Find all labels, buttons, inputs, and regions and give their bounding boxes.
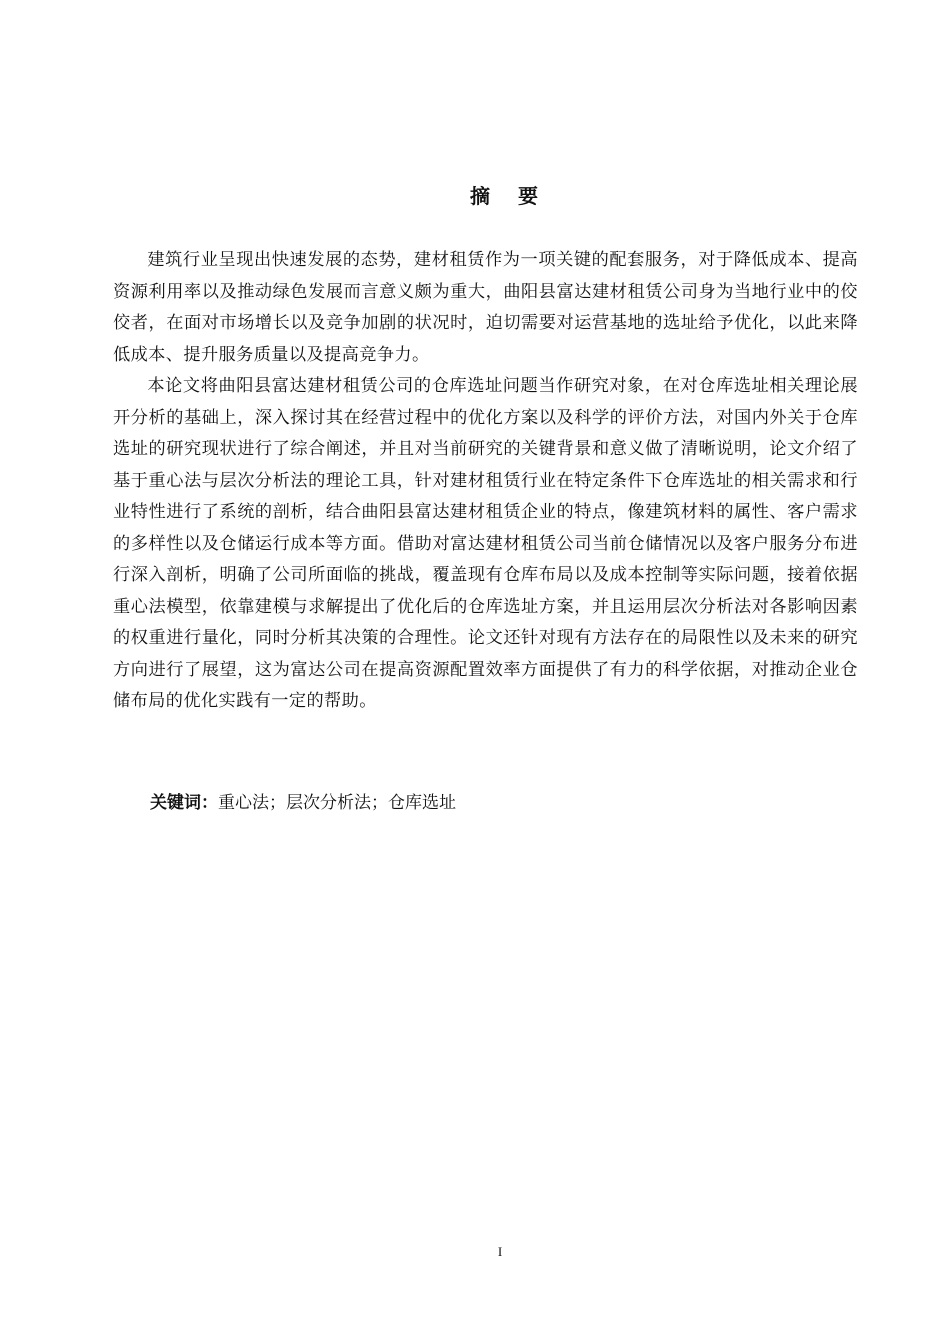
title-char-2: 要 xyxy=(518,184,540,208)
page-number: I xyxy=(497,1244,503,1259)
abstract-paragraph-1: 建筑行业呈现出快速发展的态势，建材租赁作为一项关键的配套服务，对于降低成本、提高资源利用率以及推动绿色发展而言意义颇为重大，曲阳县富达建材租赁公司身为当地行业中的佼佼者，在面对市场增长以及竞争加剧的状况时，迫切需要对运营基地的选址给予优化，以此来降低成本、提升服务质量以及提高竞争力。 xyxy=(113,250,858,365)
keywords-line xyxy=(150,790,456,816)
abstract-title xyxy=(0,180,950,209)
keywords-label: 关键词： xyxy=(150,793,218,813)
keywords-text: 重心法；层次分析法；仓库选址 xyxy=(218,793,456,813)
abstract-body xyxy=(113,245,858,718)
abstract-paragraph-2: 本论文将曲阳县富达建材租赁公司的仓库选址问题当作研究对象，在对仓库选址相关理论展开分析的基础上，深入探讨其在经营过程中的优化方案以及科学的评价方法，对国内外关于仓库选址的研究现状进行了综合阐述，并且对当前研究的关键背景和意义做了清晰说明，论文介绍了基于重心法与层次分析法的理论工具，针对建材租赁行业在特定条件下仓库选址的相关需求和行业特性进行了系统的剖析，结合曲阳县富达建材租赁企业的特点，像建筑材料的属性、客户需求的多样性以及仓储运行成本等方面。借助对富达建材租赁公司当前仓储情况以及客户服务分布进行深入剖析，明确了公司所面临的挑战，覆盖现有仓库布局以及成本控制等实际问题，接着依据重心法模型，依靠建模与求解提出了优化后的仓库选址方案，并且运用层次分析法对各影响因素的权重进行量化，同时分析其决策的合理性。论文还针对现有方法存在的局限性以及未来的研究方向进行了展望，这为富达公司在提高资源配置效率方面提供了有力的科学依据，对推动企业仓储布局的优化实践有一定的帮助。 xyxy=(113,376,858,711)
title-char-1: 摘 xyxy=(470,184,492,208)
